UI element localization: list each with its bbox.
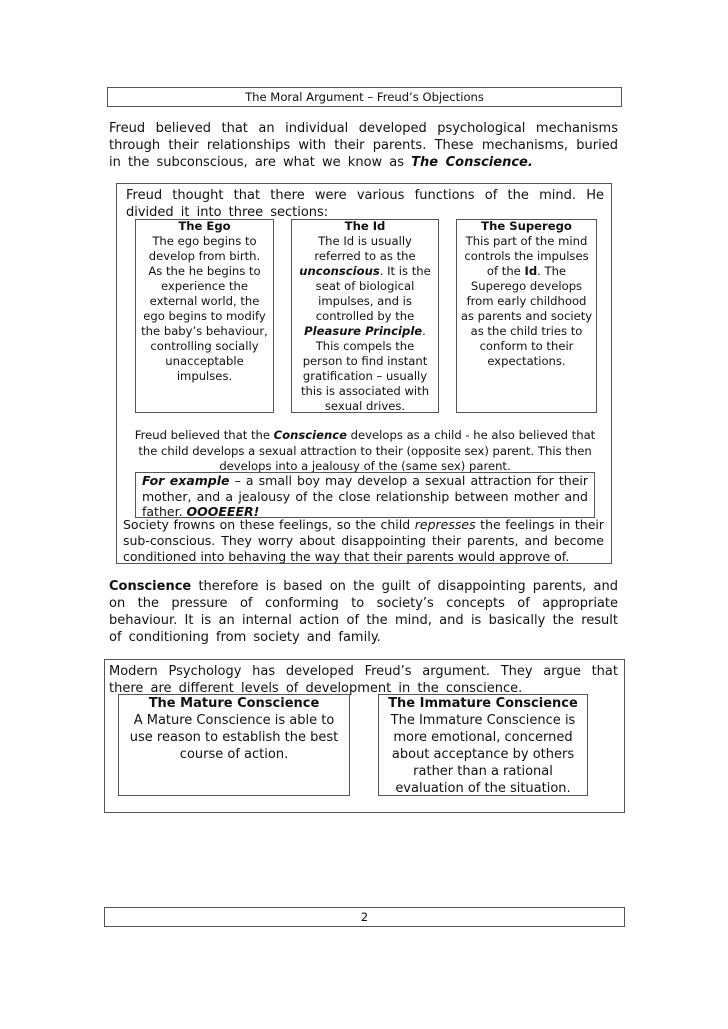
immature-text: The Immature Conscience is more emotional, concerned about acceptance by others rather than a rational evaluation of the situation. xyxy=(390,713,576,796)
conscience-summary-paragraph: Conscience therefore is based on the guilt of disappointing parents, and on the pressure of conforming to society’s concepts of appropriate behaviour. It is an internal action of the mind, and is basically the result of conditioning from society and family. xyxy=(109,579,618,645)
id-content xyxy=(296,219,434,414)
modern-intro: Modern Psychology has developed Freud’s argument. They argue that there are different levels of development in the conscience. xyxy=(109,664,618,696)
example-content: For example – a small boy may develop a sexual attraction for their mother, and a jealousy of the close relationship between mother and father. OOOEEER! xyxy=(142,473,588,519)
page-title: The Moral Argument – Freud’s Objections xyxy=(245,90,484,104)
superego-text: This part of the mind controls the impulses of the Id. The Superego develops from early childhood as parents and society as the child tries to conform to their expectations. xyxy=(460,234,593,368)
mature-text: A Mature Conscience is able to use reason to establish the best course of action. xyxy=(129,713,339,762)
superego-title: The Superego xyxy=(481,219,572,233)
immature-title: The Immature Conscience xyxy=(388,696,578,711)
id-title: The Id xyxy=(344,219,386,233)
ego-text: The ego begins to develop from birth. As the he begins to experience the external world, the ego begins to modify the baby’s behaviour, controlling socially unacceptable impulses. xyxy=(141,234,268,383)
conscience-term: Conscience xyxy=(109,579,192,594)
mature-title: The Mature Conscience xyxy=(148,696,320,711)
ego-content xyxy=(140,219,269,384)
society-paragraph: Society frowns on these feelings, so the child represses the feelings in their sub-conscious. They worry about disappointing their parents, and become conditioned into behaving the way that their parents would approve of. xyxy=(123,517,605,564)
intro-text: Freud believed that an individual developed psychological mechanisms through their relationships with their parents. These mechanisms, buried in the subconscious, are what we know as xyxy=(109,121,618,170)
intro-emphasis: The Conscience. xyxy=(411,155,533,170)
footer-bar xyxy=(104,907,625,927)
conscience-development-paragraph: Freud believed that the Conscience develops as a child - he also believed that the child develops a sexual attraction to their (opposite sex) parent. This then develops into a jealousy of the (same sex) parent. xyxy=(134,428,596,473)
ego-title: The Ego xyxy=(178,219,231,233)
functions-intro: Freud thought that there were various functions of the mind. He divided it into three sections: xyxy=(126,188,604,220)
superego-content xyxy=(460,219,593,369)
example-label: For example xyxy=(142,473,230,488)
id-text: The Id is usually referred to as the unconscious. It is the seat of biological impulses, and is controlled by the Pleasure Principle. This compels the person to find instant gratification – usually this is associated with sexual drives. xyxy=(299,234,431,413)
example-exclaim: OOOEEER! xyxy=(186,504,260,519)
intro-paragraph xyxy=(109,120,618,171)
mature-content xyxy=(123,695,345,763)
immature-content xyxy=(381,695,585,797)
page-number: 2 xyxy=(360,910,369,924)
header-bar xyxy=(107,87,622,107)
